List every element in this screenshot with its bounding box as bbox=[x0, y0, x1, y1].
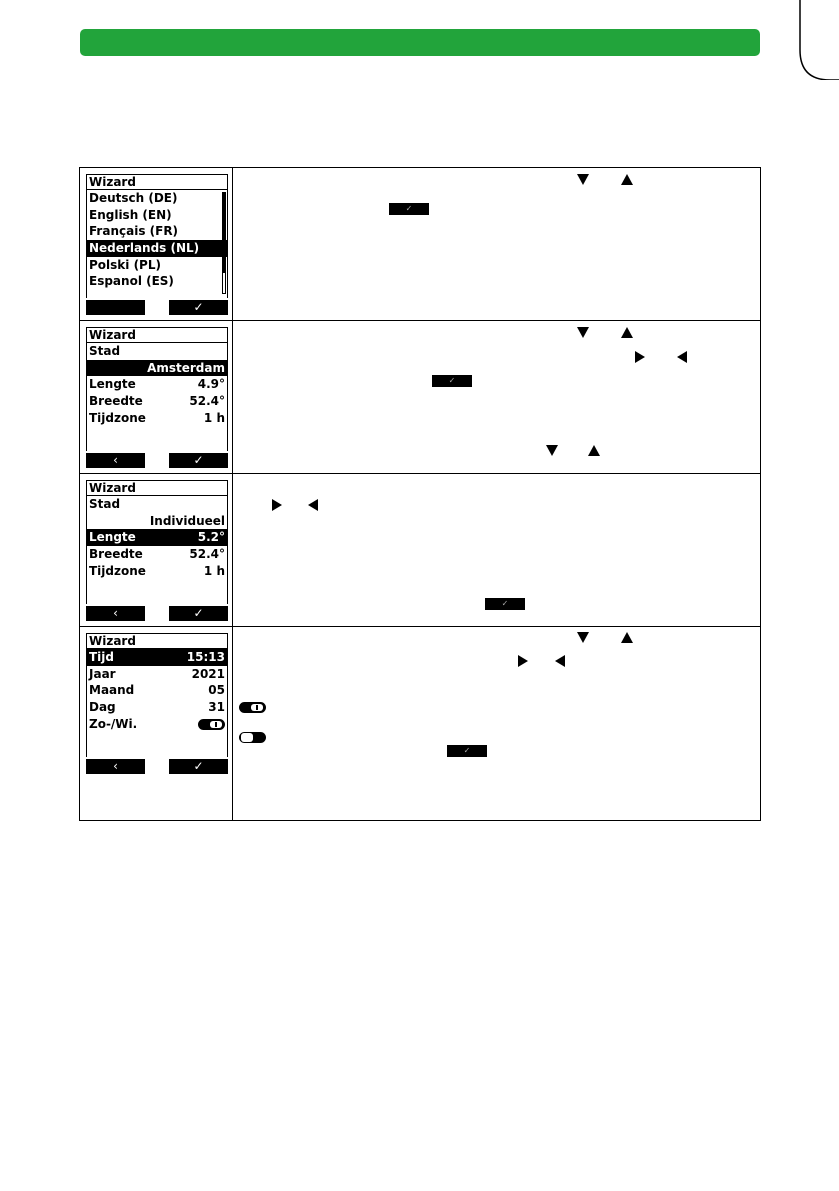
screen-title: Wizard bbox=[86, 480, 228, 496]
list-item-selected[interactable]: Lengte 5.2° bbox=[89, 530, 225, 545]
screen-body bbox=[86, 649, 228, 757]
table-row bbox=[80, 320, 760, 473]
screen-cell bbox=[80, 168, 233, 320]
description-cell bbox=[234, 321, 760, 473]
device-screen bbox=[86, 327, 228, 468]
section-header-bar bbox=[80, 29, 760, 56]
list-item[interactable]: Tijdzone 1 h bbox=[89, 410, 225, 425]
triangle-up-icon bbox=[621, 632, 633, 643]
table-row bbox=[80, 626, 760, 820]
screen-title: Wizard bbox=[86, 633, 228, 649]
confirm-button[interactable]: ✓ bbox=[169, 759, 228, 774]
device-screen bbox=[86, 174, 228, 315]
triangle-up-icon bbox=[588, 445, 600, 456]
list-item[interactable]: Lengte 4.9° bbox=[89, 377, 225, 392]
back-button[interactable]: ‹ bbox=[86, 759, 145, 774]
list-item[interactable]: Espanol (ES) bbox=[89, 274, 174, 289]
screen-cell bbox=[80, 474, 233, 626]
description-cell bbox=[234, 474, 760, 626]
sun-toggle-icon bbox=[239, 732, 266, 743]
back-button[interactable]: ‹ bbox=[86, 606, 145, 621]
ok-key-icon: ✓ bbox=[485, 598, 525, 610]
triangle-down-icon bbox=[577, 327, 589, 338]
triangle-right-icon bbox=[518, 655, 528, 667]
screen-cell bbox=[80, 321, 233, 473]
list-item[interactable]: Jaar 2021 bbox=[89, 666, 225, 681]
scrollbar-thumb[interactable] bbox=[223, 193, 225, 273]
list-item[interactable]: Stad bbox=[89, 497, 121, 511]
screen-body bbox=[86, 496, 228, 604]
list-item[interactable]: Polski (PL) bbox=[89, 257, 161, 272]
screen-body bbox=[86, 343, 228, 451]
confirm-button[interactable]: ✓ bbox=[169, 453, 228, 468]
list-item[interactable]: Individueel bbox=[149, 513, 225, 528]
triangle-up-icon bbox=[621, 174, 633, 185]
triangle-down-icon bbox=[577, 632, 589, 643]
screen-footer bbox=[86, 606, 228, 621]
toggle-knob bbox=[210, 721, 222, 728]
table-row bbox=[80, 473, 760, 626]
list-item[interactable]: Dag 31 bbox=[89, 700, 225, 715]
description-cell bbox=[234, 627, 760, 820]
triangle-down-icon bbox=[577, 174, 589, 185]
triangle-left-icon bbox=[308, 499, 318, 511]
list-item[interactable]: English (EN) bbox=[89, 207, 172, 222]
confirm-button[interactable]: ✓ bbox=[169, 606, 228, 621]
device-screen bbox=[86, 633, 228, 774]
triangle-right-icon bbox=[272, 499, 282, 511]
table-row bbox=[80, 168, 760, 320]
back-button[interactable]: ‹ bbox=[86, 453, 145, 468]
instruction-table bbox=[79, 167, 761, 821]
screen-footer bbox=[86, 453, 228, 468]
triangle-left-icon bbox=[677, 351, 687, 363]
screen-body bbox=[86, 190, 228, 298]
list-item-selected[interactable]: Amsterdam bbox=[87, 360, 227, 377]
triangle-right-icon bbox=[635, 351, 645, 363]
screen-title: Wizard bbox=[86, 174, 228, 190]
list-item[interactable]: Deutsch (DE) bbox=[89, 191, 178, 205]
toggle-icon bbox=[239, 702, 266, 713]
scrollbar[interactable] bbox=[222, 192, 226, 294]
screen-cell bbox=[80, 627, 233, 820]
screen-footer bbox=[86, 759, 228, 774]
list-item-selected[interactable]: Tijd 15:13 bbox=[89, 650, 225, 664]
list-item[interactable]: Breedte 52.4° bbox=[89, 547, 225, 562]
list-item[interactable]: Breedte 52.4° bbox=[89, 394, 225, 409]
back-button[interactable] bbox=[86, 300, 145, 315]
list-item[interactable]: Français (FR) bbox=[89, 224, 179, 239]
triangle-down-icon bbox=[546, 445, 558, 456]
device-screen bbox=[86, 480, 228, 621]
list-item-selected[interactable]: Nederlands (NL) bbox=[87, 240, 227, 257]
confirm-button[interactable]: ✓ bbox=[169, 300, 228, 315]
list-item[interactable]: Stad bbox=[89, 344, 121, 358]
list-item[interactable]: Maand 05 bbox=[89, 683, 225, 698]
triangle-up-icon bbox=[621, 327, 633, 338]
ok-key-icon: ✓ bbox=[432, 375, 472, 387]
ok-key-icon: ✓ bbox=[447, 745, 487, 757]
ok-key-icon: ✓ bbox=[389, 203, 429, 215]
list-item[interactable]: Tijdzone 1 h bbox=[89, 563, 225, 578]
triangle-left-icon bbox=[555, 655, 565, 667]
description-cell bbox=[234, 168, 760, 320]
screen-footer bbox=[86, 300, 228, 315]
screen-title: Wizard bbox=[86, 327, 228, 343]
toggle-icon[interactable] bbox=[198, 719, 225, 730]
list-item[interactable]: Zo-/Wi. bbox=[87, 716, 227, 733]
